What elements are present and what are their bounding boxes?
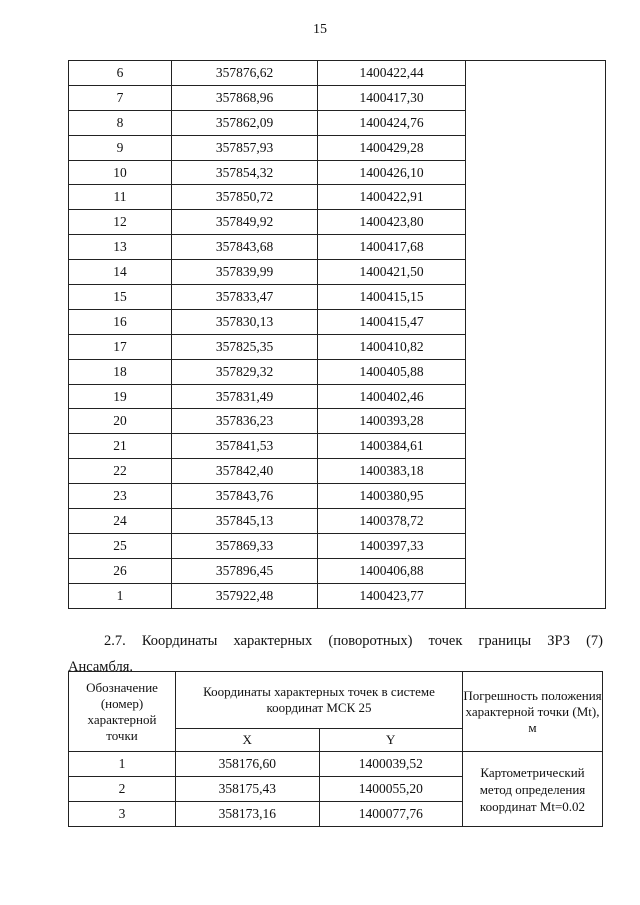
point-number-cell: 21 [69,434,172,459]
x-coordinate-cell: 358176,60 [176,752,320,777]
point-number-cell: 19 [69,384,172,409]
point-number-cell: 23 [69,484,172,509]
y-coordinate-cell: 1400383,18 [318,459,466,484]
header-point-number: Обозначение (номер) характерной точки [69,672,176,752]
point-number-cell: 20 [69,409,172,434]
y-coordinate-cell: 1400417,30 [318,85,466,110]
y-coordinate-cell: 1400397,33 [318,533,466,558]
y-coordinate-cell: 1400384,61 [318,434,466,459]
y-coordinate-cell: 1400415,47 [318,309,466,334]
point-number-cell: 6 [69,61,172,86]
y-coordinate-cell: 1400380,95 [318,484,466,509]
point-number-cell: 3 [69,802,176,827]
point-number-cell: 16 [69,309,172,334]
x-coordinate-cell: 357843,68 [172,235,318,260]
point-number-cell: 1 [69,752,176,777]
x-coordinate-cell: 357854,32 [172,160,318,185]
x-coordinate-cell: 357896,45 [172,558,318,583]
x-coordinate-cell: 357836,23 [172,409,318,434]
point-number-cell: 17 [69,334,172,359]
point-number-cell: 9 [69,135,172,160]
point-number-cell: 11 [69,185,172,210]
y-coordinate-cell: 1400405,88 [318,359,466,384]
table-row [69,61,606,86]
point-number-cell: 25 [69,533,172,558]
error-cell [466,61,606,609]
x-coordinate-cell: 357842,40 [172,459,318,484]
point-number-cell: 7 [69,85,172,110]
point-number-cell: 8 [69,110,172,135]
y-coordinate-cell: 1400421,50 [318,260,466,285]
y-coordinate-cell: 1400423,80 [318,210,466,235]
x-coordinate-cell: 357850,72 [172,185,318,210]
x-coordinate-cell: 357833,47 [172,285,318,310]
header-y: Y [319,729,463,752]
x-coordinate-cell: 358173,16 [176,802,320,827]
y-coordinate-cell: 1400039,52 [319,752,463,777]
y-coordinate-cell: 1400378,72 [318,509,466,534]
x-coordinate-cell: 357868,96 [172,85,318,110]
y-coordinate-cell: 1400429,28 [318,135,466,160]
section-heading-line1: 2.7. Координаты характерных (поворотных) точек границы ЗРЗ (7) [104,633,603,649]
point-number-cell: 1 [69,583,172,608]
table-row [69,752,603,777]
y-coordinate-cell: 1400410,82 [318,334,466,359]
point-number-cell: 12 [69,210,172,235]
point-number-cell: 24 [69,509,172,534]
zrz-coordinates-table [68,671,603,827]
point-number-cell: 26 [69,558,172,583]
header-x: X [176,729,320,752]
x-coordinate-cell: 357845,13 [172,509,318,534]
x-coordinate-cell: 357839,99 [172,260,318,285]
y-coordinate-cell: 1400077,76 [319,802,463,827]
y-coordinate-cell: 1400424,76 [318,110,466,135]
x-coordinate-cell: 357862,09 [172,110,318,135]
y-coordinate-cell: 1400055,20 [319,777,463,802]
point-number-cell: 22 [69,459,172,484]
x-coordinate-cell: 357831,49 [172,384,318,409]
x-coordinate-cell: 357876,62 [172,61,318,86]
x-coordinate-cell: 357825,35 [172,334,318,359]
point-number-cell: 14 [69,260,172,285]
x-coordinate-cell: 358175,43 [176,777,320,802]
x-coordinate-cell: 357869,33 [172,533,318,558]
y-coordinate-cell: 1400422,91 [318,185,466,210]
method-cell: Картометрический метод определения координат Mt=0.02 [463,752,603,827]
point-number-cell: 15 [69,285,172,310]
header-coordinates: Координаты характерных точек в системе координат МСК 25 [176,672,463,729]
y-coordinate-cell: 1400423,77 [318,583,466,608]
x-coordinate-cell: 357857,93 [172,135,318,160]
y-coordinate-cell: 1400417,68 [318,235,466,260]
x-coordinate-cell: 357922,48 [172,583,318,608]
x-coordinate-cell: 357830,13 [172,309,318,334]
x-coordinate-cell: 357849,92 [172,210,318,235]
point-number-cell: 13 [69,235,172,260]
coordinates-table-continued [68,60,606,609]
x-coordinate-cell: 357841,53 [172,434,318,459]
y-coordinate-cell: 1400402,46 [318,384,466,409]
x-coordinate-cell: 357843,76 [172,484,318,509]
point-number-cell: 18 [69,359,172,384]
point-number-cell: 2 [69,777,176,802]
y-coordinate-cell: 1400426,10 [318,160,466,185]
section-heading-line2: Ансамбля. [68,659,134,675]
y-coordinate-cell: 1400406,88 [318,558,466,583]
y-coordinate-cell: 1400393,28 [318,409,466,434]
header-error: Погрешность положения характерной точки (Mt), м [463,672,603,752]
y-coordinate-cell: 1400422,44 [318,61,466,86]
page-number: 15 [313,22,327,37]
x-coordinate-cell: 357829,32 [172,359,318,384]
point-number-cell: 10 [69,160,172,185]
y-coordinate-cell: 1400415,15 [318,285,466,310]
